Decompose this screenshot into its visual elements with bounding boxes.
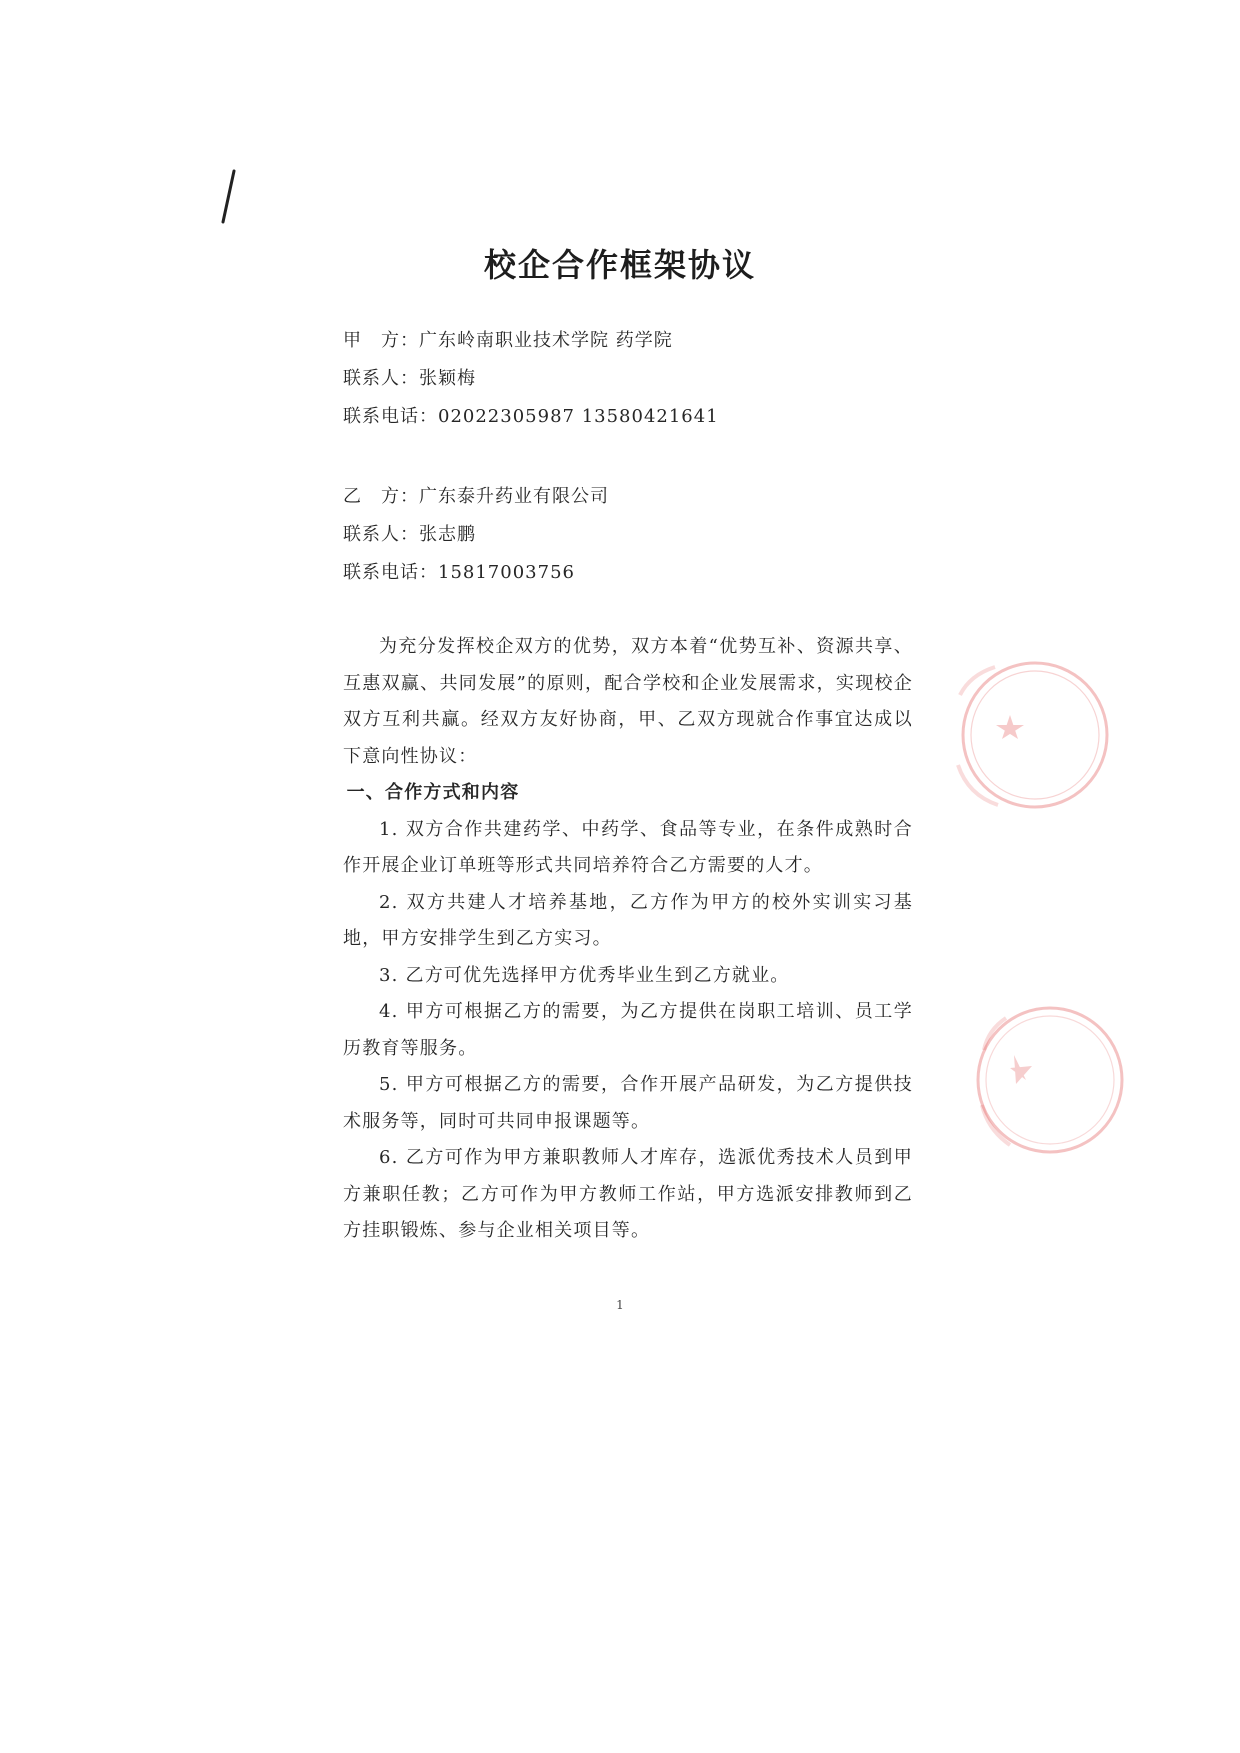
clause-item: 6. 乙方可作为甲方兼职教师人才库存，选派优秀技术人员到甲方兼职任教；乙方可作为甲方教师工作站，甲方选派安排教师到乙方挂职锻炼、参与企业相关项目等。	[343, 1147, 913, 1241]
party-b-name: 乙 方：广东泰升药业有限公司	[343, 486, 609, 507]
clause-item: 2. 双方共建人才培养基地，乙方作为甲方的校外实训实习基地，甲方安排学生到乙方实习。	[343, 891, 913, 949]
clause-item: 5. 甲方可根据乙方的需要，合作开展产品研发，为乙方提供技术服务等，同时可共同申报课题等。	[343, 1074, 913, 1132]
document-title: 校企合作框架协议	[483, 246, 756, 284]
clause-item: 4. 甲方可根据乙方的需要，为乙方提供在岗职工培训、员工学历教育等服务。	[343, 1001, 913, 1059]
agreement-body	[343, 629, 913, 1250]
intro-paragraph: 为充分发挥校企双方的优势，双方本着“优势互补、资源共享、互惠双赢、共同发展”的原则，配合学校和企业发展需求，实现校企双方互利共赢。经双方友好协商，甲、乙双方现就合作事宜达成以下意向性协议：	[343, 636, 913, 767]
party-a-name: 甲 方：广东岭南职业技术学院 药学院	[343, 330, 673, 351]
company-seal-stamp	[970, 1000, 1050, 1160]
school-seal-stamp	[940, 655, 1050, 815]
page-number: 1	[616, 1298, 624, 1312]
party-a-phone: 联系电话：02022305987 13580421641	[343, 406, 719, 427]
clause-item: 1. 双方合作共建药学、中药学、食品等专业，在条件成熟时合作开展企业订单班等形式共同培养符合乙方需要的人才。	[343, 818, 913, 876]
party-b-block	[343, 478, 609, 592]
party-a-block	[343, 322, 719, 436]
party-a-contact: 联系人：张颖梅	[343, 368, 476, 389]
party-b-contact: 联系人：张志鹏	[343, 524, 476, 545]
handwritten-pen-mark	[215, 168, 239, 226]
clause-item: 3. 乙方可优先选择甲方优秀毕业生到乙方就业。	[379, 964, 790, 986]
party-b-phone: 联系电话：15817003756	[343, 562, 575, 583]
section-heading: 一、合作方式和内容	[346, 782, 520, 803]
